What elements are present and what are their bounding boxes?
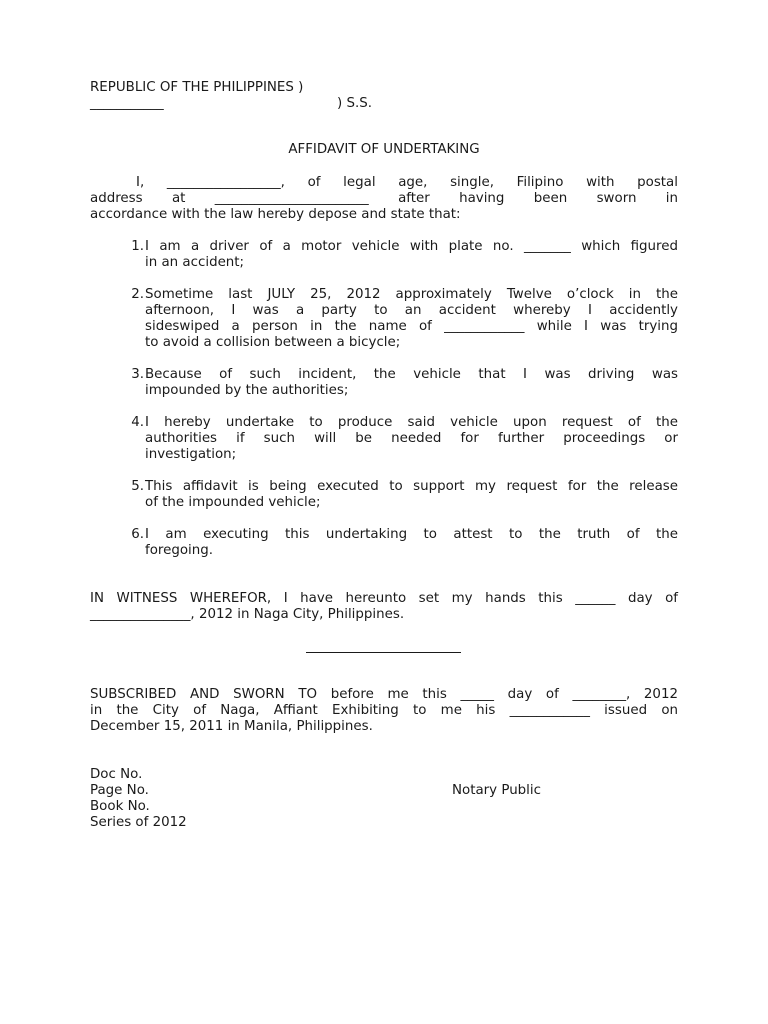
list-item <box>120 367 678 399</box>
document-title: AFFIDAVIT OF UNDERTAKING <box>288 142 480 157</box>
item-text: This affidavit is being executed to support my request for the release <box>145 479 678 494</box>
doc-no-label: Doc No. <box>90 767 143 782</box>
book-no-label: Book No. <box>90 799 150 814</box>
item-text: of the impounded vehicle; <box>145 495 321 510</box>
list-item <box>120 527 678 559</box>
item-text: in an accident; <box>145 255 245 270</box>
item-text: afternoon, I was a party to an accident whereby I accidently <box>145 303 678 318</box>
list-item <box>120 287 678 351</box>
venue-blank: ___________ <box>90 96 164 111</box>
item-text: I am executing this undertaking to attest to the truth of the <box>145 527 678 542</box>
item-text: authorities if such will be needed for further proceedings or <box>145 431 678 446</box>
page-no-label: Page No. <box>90 783 149 798</box>
item-text: to avoid a collision between a bicycle; <box>145 335 401 350</box>
item-number: 5. <box>131 479 144 494</box>
intro-line-1: I, _________________, of legal age, single, Filipino with postal <box>136 175 678 190</box>
item-number: 1. <box>131 239 144 254</box>
item-text: I am a driver of a motor vehicle with plate no. _______ which figured <box>145 239 678 254</box>
ss-label: ) S.S. <box>337 96 372 111</box>
intro-line-3: accordance with the law hereby depose and state that: <box>90 207 461 222</box>
republic-header: REPUBLIC OF THE PHILIPPINES ) <box>90 80 304 95</box>
item-number: 2. <box>131 287 144 302</box>
list-item <box>120 239 678 271</box>
item-text: impounded by the authorities; <box>145 383 349 398</box>
item-text: I hereby undertake to produce said vehicle upon request of the <box>145 415 678 430</box>
intro-line-2: address at _______________________ after having been sworn in <box>90 191 678 206</box>
item-number: 6. <box>131 527 144 542</box>
sworn-line-3: December 15, 2011 in Manila, Philippines. <box>90 719 373 734</box>
item-text: foregoing. <box>145 543 214 558</box>
item-number: 4. <box>131 415 144 430</box>
item-text: Sometime last JULY 25, 2012 approximately Twelve o’clock in the <box>145 287 678 302</box>
witness-line-1: IN WITNESS WHEREFOR, I have hereunto set my hands this ______ day of <box>90 591 678 606</box>
sworn-line-2: in the City of Naga, Affiant Exhibiting to me his ____________ issued on <box>90 703 678 718</box>
list-item <box>120 479 678 511</box>
affiant-signature-line <box>306 652 461 653</box>
sworn-line-1: SUBSCRIBED AND SWORN TO before me this _____ day of ________, 2012 <box>90 687 678 702</box>
item-text: Because of such incident, the vehicle that I was driving was <box>145 367 678 382</box>
item-text: investigation; <box>145 447 237 462</box>
witness-line-2: _______________, 2012 in Naga City, Philippines. <box>90 607 405 622</box>
list-item <box>120 415 678 463</box>
item-number: 3. <box>131 367 144 382</box>
item-text: sideswiped a person in the name of ____________ while I was trying <box>145 319 678 334</box>
notary-public-label: Notary Public <box>452 783 541 798</box>
series-label: Series of 2012 <box>90 815 187 830</box>
